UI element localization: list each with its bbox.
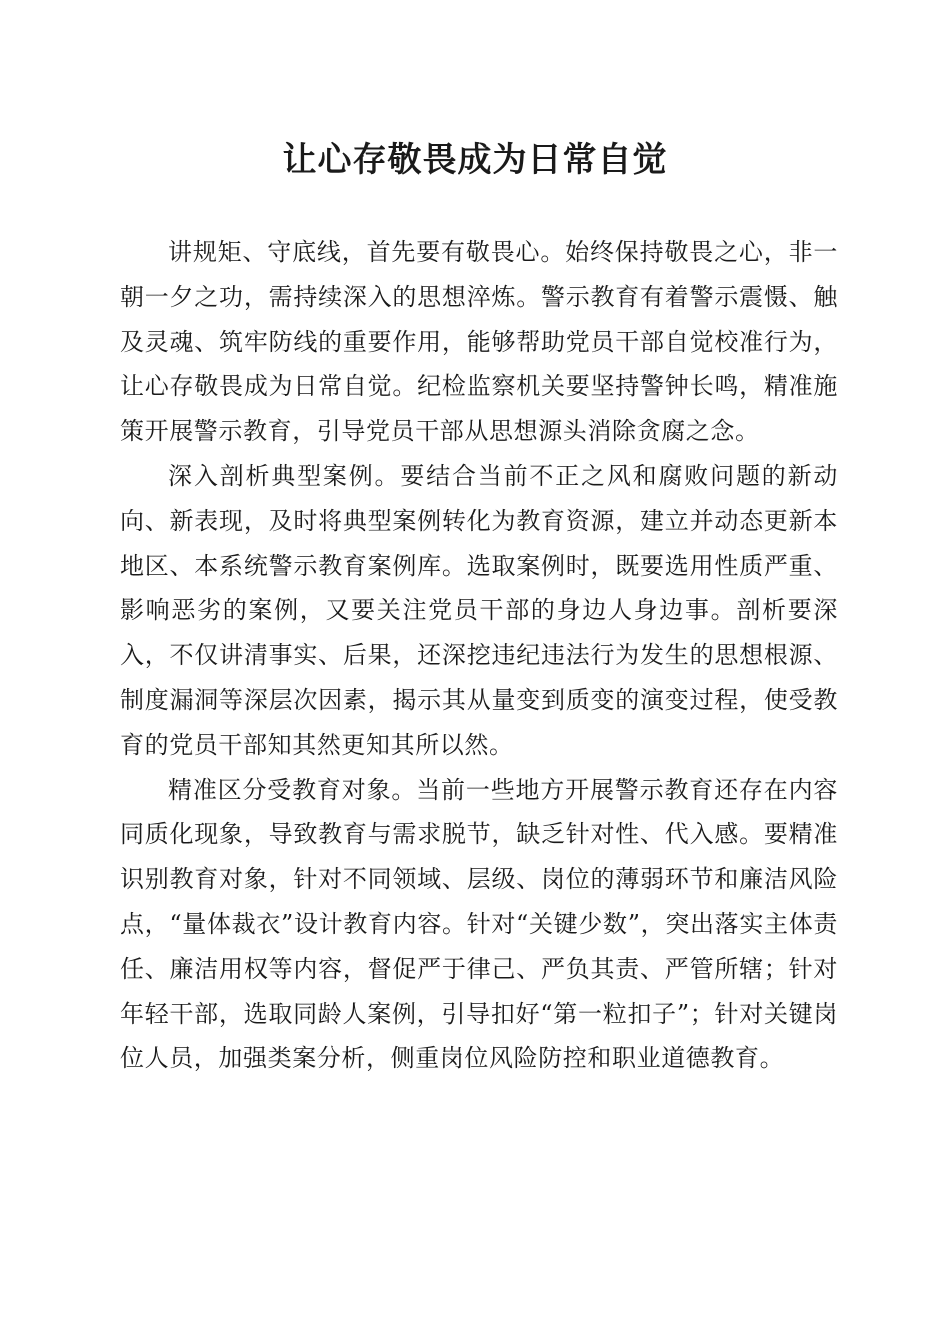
document-title: 让心存敬畏成为日常自觉 (282, 140, 668, 180)
paragraph-2: 深入剖析典型案例。要结合当前不正之风和腐败问题的新动向、新表现，及时将典型案例转化为教育资源，建立并动态更新本地区、本系统警示教育案例库。选取案例时，既要选用性质严重、影响恶劣的案例，又要关注党员干部的身边人身边事。剖析要深入，不仅讲清事实、后果，还深挖违纪违法行为发生的思想根源、制度漏洞等深层次因素，揭示其从量变到质变的演变过程，使受教育的党员干部知其然更知其所以然。 (120, 461, 838, 759)
paragraph-3: 精准区分受教育对象。当前一些地方开展警示教育还存在内容同质化现象，导致教育与需求脱节，缺乏针对性、代入感。要精准识别教育对象，针对不同领域、层级、岗位的薄弱环节和廉洁风险点，“量体裁衣”设计教育内容。针对“关键少数”，突出落实主体责任、廉洁用权等内容，督促严于律己、严负其责、严管所辖；针对年轻干部，选取同龄人案例，引导扣好“第一粒扣子”；针对关键岗位人员，加强类案分析，侧重岗位风险防控和职业道德教育。 (120, 775, 838, 1073)
paragraph-1: 讲规矩、守底线，首先要有敬畏心。始终保持敬畏之心，非一朝一夕之功，需持续深入的思想淬炼。警示教育有着警示震慑、触及灵魂、筑牢防线的重要作用，能够帮助党员干部自觉校准行为，让心存敬畏成为日常自觉。纪检监察机关要坚持警钟长鸣，精准施策开展警示教育，引导党员干部从思想源头消除贪腐之念。 (120, 238, 838, 446)
document-body (120, 230, 838, 1081)
